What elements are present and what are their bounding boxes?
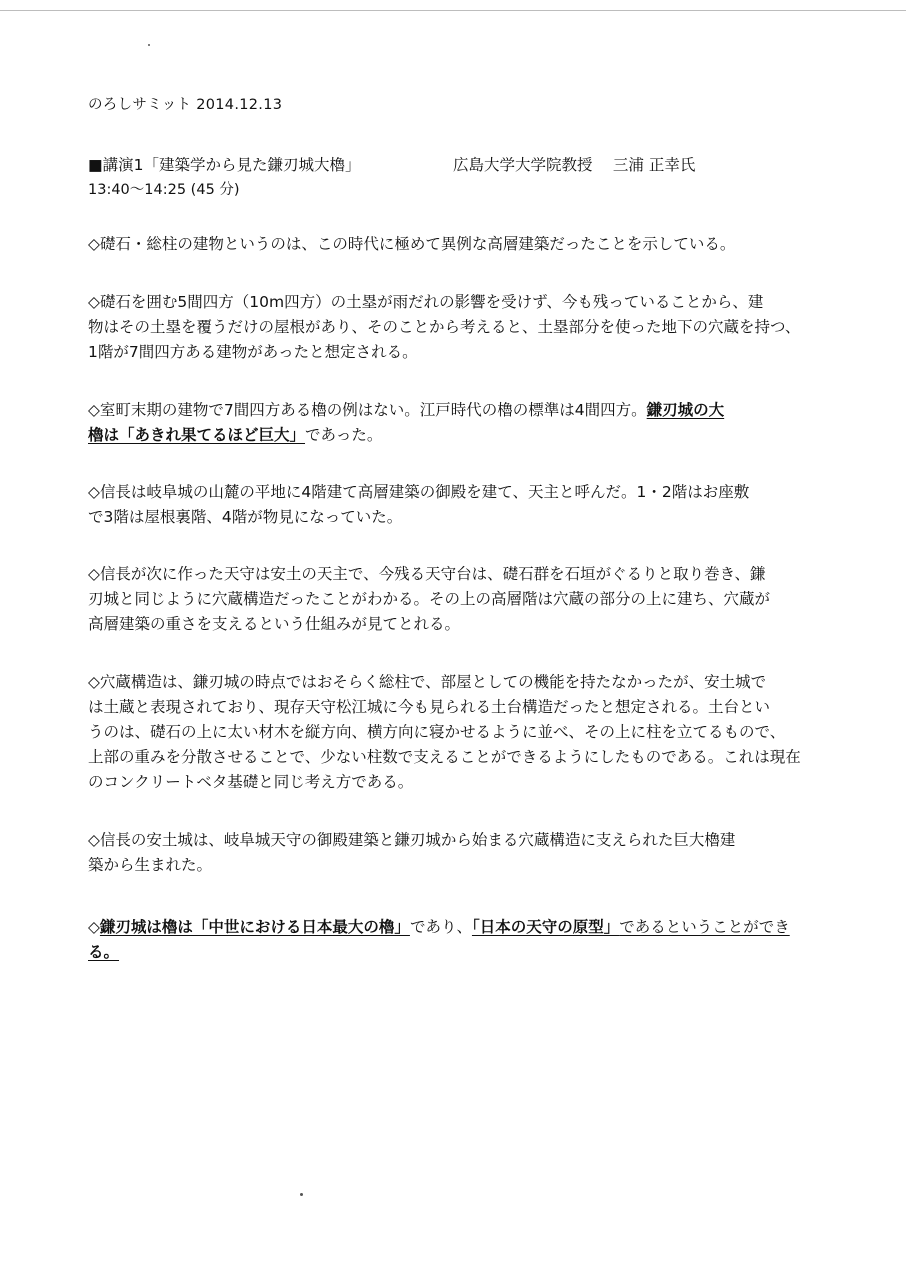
note-line [88, 562, 818, 587]
lecture-time: 13:40～14:25 (45 分) [88, 182, 240, 198]
note-line [88, 290, 818, 315]
note-line [88, 720, 818, 745]
note-line [88, 315, 818, 340]
note-line [88, 745, 818, 770]
note-text: のコンクリートベタ基礎と同じ考え方である。 [88, 773, 414, 791]
emphasized-text: 鎌刃城の大 [646, 401, 725, 419]
note-line [88, 853, 818, 878]
note-paragraph [88, 232, 818, 257]
emphasized-text: る。 [88, 943, 120, 961]
emphasized-text: 鎌刃城は櫓は「中世における日本最大の櫓」 [99, 918, 410, 936]
event-header: のろしサミット 2014.12.13 [88, 97, 283, 113]
note-text: 築から生まれた。 [88, 856, 213, 874]
note-text: ◇穴蔵構造は、鎌刃城の時点ではおそらく総柱で、部屋としての機能を持たなかったが、安土城で [88, 673, 767, 691]
note-paragraph [88, 480, 818, 530]
note-text: ◇信長は岐阜城の山麓の平地に4階建て高層建築の御殿を建て、天主と呼んだ。1・2階はお座敷 [88, 483, 750, 501]
note-text: 物はその土塁を覆うだけの屋根があり、そのことから考えると、土塁部分を使った地下の穴蔵を持つ、 [88, 318, 801, 336]
note-line [88, 480, 818, 505]
note-line [88, 505, 818, 530]
note-line [88, 915, 818, 940]
note-text: ◇礎石・総柱の建物というのは、この時代に極めて異例な高層建築だったことを示している。 [88, 235, 736, 253]
note-text: ◇ [88, 918, 100, 936]
lecture-speaker: 広島大学大学院教授 三浦 正幸氏 [453, 156, 696, 174]
note-line [88, 340, 818, 365]
note-text: 1階が7間四方ある建物があったと想定される。 [88, 343, 418, 361]
note-line [88, 940, 818, 965]
note-text: 上部の重みを分散させることで、少ない柱数で支えることができるようにしたものである。これは現在 [88, 748, 801, 766]
note-text: ◇礎石を囲む5間四方（10m四方）の土塁が雨だれの影響を受けず、今も残っていることから、建 [88, 293, 764, 311]
emphasized-text: 「日本の天守の原型」 [471, 918, 620, 936]
scan-speck [300, 1193, 303, 1196]
note-line [88, 232, 818, 257]
note-line [88, 423, 818, 448]
note-line [88, 695, 818, 720]
note-text: 高層建築の重さを支えるという仕組みが見てとれる。 [88, 615, 461, 633]
note-paragraph [88, 290, 818, 365]
note-paragraph [88, 828, 818, 878]
note-paragraph [88, 670, 818, 795]
emphasized-text: 櫓は「あきれ果てるほど巨大」 [88, 426, 306, 444]
scan-edge-line [0, 10, 906, 11]
note-text: ◇室町末期の建物で7間四方ある櫓の例はない。江戸時代の櫓の標準は4間四方。 [88, 401, 647, 419]
note-text: 刃城と同じように穴蔵構造だったことがわかる。その上の高層階は穴蔵の部分の上に建ち、穴蔵が [88, 590, 771, 608]
note-paragraph [88, 562, 818, 637]
note-text: であった。 [305, 426, 383, 444]
note-line [88, 770, 818, 795]
note-line [88, 828, 818, 853]
note-text: ◇信長の安土城は、岐阜城天守の御殿建築と鎌刃城から始まる穴蔵構造に支えられた巨大櫓建 [88, 831, 736, 849]
note-line [88, 670, 818, 695]
note-text: ◇信長が次に作った天守は安土の天主で、今残る天守台は、礎石群を石垣がぐるりと取り巻き、鎌 [88, 565, 766, 583]
note-line [88, 398, 818, 423]
note-line [88, 612, 818, 637]
note-text: うのは、礎石の上に太い材木を縦方向、横方向に寝かせるように並べ、その上に柱を立てるもので、 [88, 723, 786, 741]
lecture-title: ■講演1「建築学から見た鎌刃城大櫓」 [88, 156, 361, 174]
scan-speck [148, 44, 150, 46]
note-line [88, 587, 818, 612]
note-text: であり、 [409, 918, 472, 936]
note-paragraph [88, 915, 818, 965]
note-text: は土蔵と表現されており、現存天守松江城に今も見られる土台構造だったと想定される。土台とい [88, 698, 771, 716]
note-text: で3階は屋根裏階、4階が物見になっていた。 [88, 508, 403, 526]
note-paragraph [88, 398, 818, 448]
underlined-text: であるということができ [619, 918, 790, 936]
